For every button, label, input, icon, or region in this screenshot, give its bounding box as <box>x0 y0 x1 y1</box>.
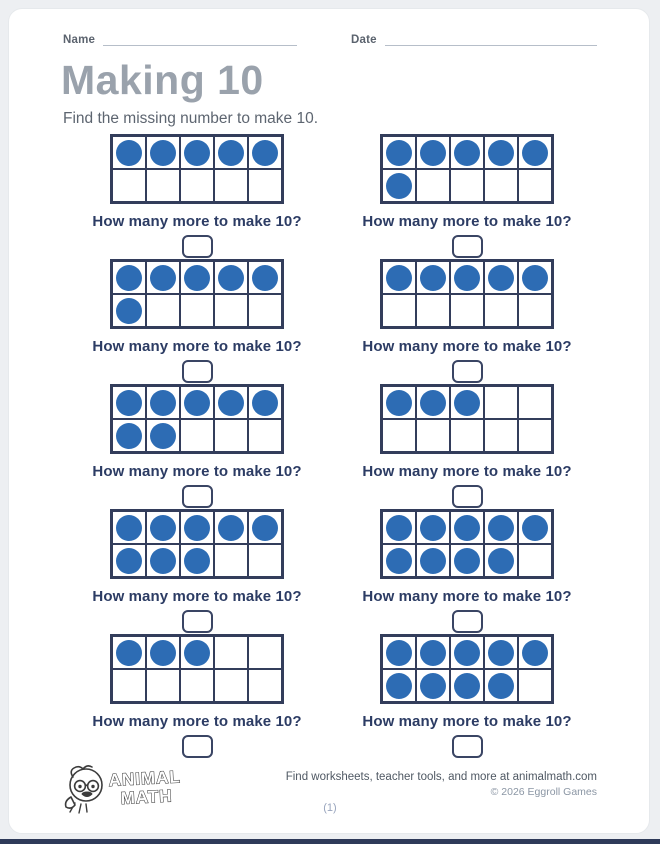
ten-frame-cell <box>450 386 484 419</box>
counter-dot <box>116 265 142 291</box>
logo-text-animal: ANIMAL <box>108 767 182 790</box>
ten-frame-cell <box>416 636 450 669</box>
ten-frame <box>380 259 554 329</box>
ten-frame-cell <box>214 511 248 544</box>
counter-dot <box>150 140 176 166</box>
ten-frame-cell <box>416 419 450 452</box>
answer-box[interactable] <box>182 485 213 508</box>
question-text: How many more to make 10? <box>362 588 572 605</box>
counter-dot <box>184 548 210 574</box>
ten-frame <box>380 134 554 204</box>
answer-box[interactable] <box>452 485 483 508</box>
counter-dot <box>386 390 412 416</box>
ten-frame-cell <box>248 169 282 202</box>
ten-frame-cell <box>180 544 214 577</box>
ten-frame-cell <box>416 544 450 577</box>
ten-frame-cell <box>518 169 552 202</box>
ten-frame-cell <box>248 544 282 577</box>
ten-frame-cell <box>416 511 450 544</box>
ten-frame-cell <box>484 544 518 577</box>
counter-dot <box>420 548 446 574</box>
counter-dot <box>150 640 176 666</box>
ten-frame-cell <box>214 419 248 452</box>
logo-text-math: MATH <box>120 786 173 808</box>
ten-frame-cell <box>214 386 248 419</box>
ten-frame-cell <box>484 261 518 294</box>
counter-dot <box>454 265 480 291</box>
date-label: Date <box>351 34 377 46</box>
counter-dot <box>386 515 412 541</box>
name-field <box>63 33 297 46</box>
page-subtitle: Find the missing number to make 10. <box>63 110 319 127</box>
counter-dot <box>386 140 412 166</box>
ten-frame-cell <box>416 136 450 169</box>
footer <box>286 771 597 798</box>
ten-frame-cell <box>484 169 518 202</box>
ten-frame-cell <box>416 169 450 202</box>
ten-frame-cell <box>416 261 450 294</box>
counter-dot <box>218 265 244 291</box>
ten-frame <box>110 509 284 579</box>
counter-dot <box>488 640 514 666</box>
ten-frame-cell <box>484 294 518 327</box>
ten-frame-cell <box>518 386 552 419</box>
counter-dot <box>218 390 244 416</box>
counter-dot <box>420 515 446 541</box>
ten-frame-cell <box>518 636 552 669</box>
counter-dot <box>488 673 514 699</box>
question-text: How many more to make 10? <box>362 713 572 730</box>
answer-box[interactable] <box>182 360 213 383</box>
ten-frame-cell <box>248 136 282 169</box>
page-number: (1) <box>323 802 337 814</box>
ten-frame-cell <box>248 294 282 327</box>
counter-dot <box>420 140 446 166</box>
ten-frame-cell <box>382 544 416 577</box>
ten-frame-cell <box>112 511 146 544</box>
ten-frame-cell <box>416 386 450 419</box>
ten-frame-cell <box>518 136 552 169</box>
counter-dot <box>150 548 176 574</box>
question-text: How many more to make 10? <box>92 213 302 230</box>
ten-frame-cell <box>484 386 518 419</box>
ten-frame <box>110 134 284 204</box>
counter-dot <box>454 640 480 666</box>
question-text: How many more to make 10? <box>92 713 302 730</box>
answer-box[interactable] <box>182 235 213 258</box>
counter-dot <box>116 548 142 574</box>
ten-frame-cell <box>112 294 146 327</box>
ten-frame-cell <box>248 419 282 452</box>
ten-frame-cell <box>382 169 416 202</box>
counter-dot <box>454 673 480 699</box>
ten-frame-cell <box>248 669 282 702</box>
ten-frame-cell <box>180 261 214 294</box>
ten-frame-cell <box>180 419 214 452</box>
ten-frame-cell <box>382 294 416 327</box>
ten-frame-cell <box>450 261 484 294</box>
counter-dot <box>150 265 176 291</box>
question-text: How many more to make 10? <box>362 213 572 230</box>
counter-dot <box>184 265 210 291</box>
ten-frame-cell <box>416 669 450 702</box>
counter-dot <box>454 515 480 541</box>
ten-frame-cell <box>416 294 450 327</box>
problem <box>362 259 572 384</box>
counter-dot <box>116 298 142 324</box>
counter-dot <box>420 390 446 416</box>
counter-dot <box>184 390 210 416</box>
ten-frame <box>110 384 284 454</box>
counter-dot <box>420 640 446 666</box>
page-title: Making 10 <box>61 57 264 103</box>
ten-frame-cell <box>484 669 518 702</box>
ten-frame-cell <box>450 294 484 327</box>
date-field <box>351 33 597 46</box>
ten-frame-cell <box>112 636 146 669</box>
ten-frame-cell <box>112 261 146 294</box>
ten-frame-cell <box>214 669 248 702</box>
counter-dot <box>454 140 480 166</box>
ten-frame <box>110 634 284 704</box>
ten-frame-cell <box>248 636 282 669</box>
counter-dot <box>116 515 142 541</box>
counter-dot <box>116 390 142 416</box>
ten-frame-cell <box>484 636 518 669</box>
ten-frame-cell <box>112 419 146 452</box>
ten-frame <box>380 509 554 579</box>
counter-dot <box>420 673 446 699</box>
problem <box>92 259 302 384</box>
counter-dot <box>522 265 548 291</box>
counter-dot <box>184 515 210 541</box>
counter-dot <box>454 390 480 416</box>
ten-frame-cell <box>382 419 416 452</box>
counter-dot <box>420 265 446 291</box>
footer-copyright: © 2026 Eggroll Games <box>490 786 597 798</box>
ten-frame-cell <box>180 636 214 669</box>
ten-frame-cell <box>112 669 146 702</box>
ten-frame <box>110 259 284 329</box>
ten-frame-cell <box>382 261 416 294</box>
ten-frame-cell <box>450 669 484 702</box>
worksheet-page <box>8 8 650 834</box>
name-blank-line[interactable] <box>103 33 297 46</box>
answer-box[interactable] <box>452 735 483 758</box>
ten-frame-cell <box>382 669 416 702</box>
ten-frame-cell <box>112 169 146 202</box>
ten-frame-cell <box>180 511 214 544</box>
ten-frame-cell <box>146 261 180 294</box>
answer-box[interactable] <box>452 610 483 633</box>
question-text: How many more to make 10? <box>92 463 302 480</box>
ten-frame-cell <box>382 636 416 669</box>
problem <box>92 634 302 759</box>
counter-dot <box>522 140 548 166</box>
ten-frame-cell <box>146 544 180 577</box>
ten-frame-cell <box>382 386 416 419</box>
question-text: How many more to make 10? <box>362 338 572 355</box>
ten-frame-cell <box>518 261 552 294</box>
ten-frame-cell <box>214 294 248 327</box>
counter-dot <box>116 423 142 449</box>
ten-frame-cell <box>518 294 552 327</box>
question-text: How many more to make 10? <box>362 463 572 480</box>
ten-frame-cell <box>214 261 248 294</box>
counter-dot <box>252 265 278 291</box>
answer-box[interactable] <box>182 735 213 758</box>
question-text: How many more to make 10? <box>92 338 302 355</box>
counter-dot <box>386 173 412 199</box>
ten-frame-cell <box>450 544 484 577</box>
counter-dot <box>116 640 142 666</box>
name-label: Name <box>63 34 96 46</box>
ten-frame-cell <box>214 544 248 577</box>
ten-frame-cell <box>518 669 552 702</box>
ten-frame-cell <box>484 419 518 452</box>
ten-frame-cell <box>180 169 214 202</box>
counter-dot <box>252 515 278 541</box>
ten-frame-cell <box>112 544 146 577</box>
counter-dot <box>488 548 514 574</box>
question-text: How many more to make 10? <box>92 588 302 605</box>
ten-frame-cell <box>518 511 552 544</box>
problem <box>92 509 302 634</box>
ten-frame-cell <box>518 419 552 452</box>
problem <box>362 384 572 509</box>
counter-dot <box>522 515 548 541</box>
ten-frame-cell <box>214 169 248 202</box>
counter-dot <box>488 515 514 541</box>
counter-dot <box>116 140 142 166</box>
ten-frame-cell <box>146 669 180 702</box>
ten-frame-cell <box>450 511 484 544</box>
date-blank-line[interactable] <box>385 33 597 46</box>
bottom-accent-bar <box>0 839 660 844</box>
ten-frame-cell <box>248 261 282 294</box>
ten-frame <box>380 384 554 454</box>
counter-dot <box>218 515 244 541</box>
answer-box[interactable] <box>452 360 483 383</box>
ten-frame-cell <box>180 136 214 169</box>
ten-frame-cell <box>146 169 180 202</box>
counter-dot <box>150 423 176 449</box>
problem <box>92 384 302 509</box>
counter-dot <box>184 640 210 666</box>
ten-frame-cell <box>180 294 214 327</box>
counter-dot <box>386 673 412 699</box>
ten-frame-cell <box>146 294 180 327</box>
counter-dot <box>386 548 412 574</box>
ten-frame-cell <box>518 544 552 577</box>
counter-dot <box>454 548 480 574</box>
counter-dot <box>522 640 548 666</box>
ten-frame-cell <box>450 136 484 169</box>
problem <box>362 634 572 759</box>
ten-frame-cell <box>382 511 416 544</box>
ten-frame-cell <box>450 169 484 202</box>
footer-info-text: Find worksheets, teacher tools, and more at animalmath.com <box>285 771 597 783</box>
problem <box>362 509 572 634</box>
counter-dot <box>218 140 244 166</box>
ten-frame-cell <box>146 136 180 169</box>
counter-dot <box>386 265 412 291</box>
problem <box>362 134 572 259</box>
ten-frame-cell <box>248 511 282 544</box>
counter-dot <box>150 390 176 416</box>
counter-dot <box>150 515 176 541</box>
ten-frame-cell <box>146 419 180 452</box>
problems-grid <box>92 134 572 759</box>
ten-frame-cell <box>382 136 416 169</box>
problem <box>92 134 302 259</box>
ten-frame <box>380 634 554 704</box>
counter-dot <box>184 140 210 166</box>
ten-frame-cell <box>450 419 484 452</box>
counter-dot <box>252 140 278 166</box>
answer-box[interactable] <box>452 235 483 258</box>
ten-frame-cell <box>112 386 146 419</box>
ten-frame-cell <box>146 636 180 669</box>
ten-frame-cell <box>112 136 146 169</box>
ten-frame-cell <box>484 511 518 544</box>
ten-frame-cell <box>214 136 248 169</box>
counter-dot <box>386 640 412 666</box>
ten-frame-cell <box>180 386 214 419</box>
counter-dot <box>252 390 278 416</box>
ten-frame-cell <box>214 636 248 669</box>
ten-frame-cell <box>484 136 518 169</box>
counter-dot <box>488 265 514 291</box>
ten-frame-cell <box>146 386 180 419</box>
ten-frame-cell <box>146 511 180 544</box>
ten-frame-cell <box>248 386 282 419</box>
ten-frame-cell <box>450 636 484 669</box>
ten-frame-cell <box>180 669 214 702</box>
answer-box[interactable] <box>182 610 213 633</box>
counter-dot <box>488 140 514 166</box>
